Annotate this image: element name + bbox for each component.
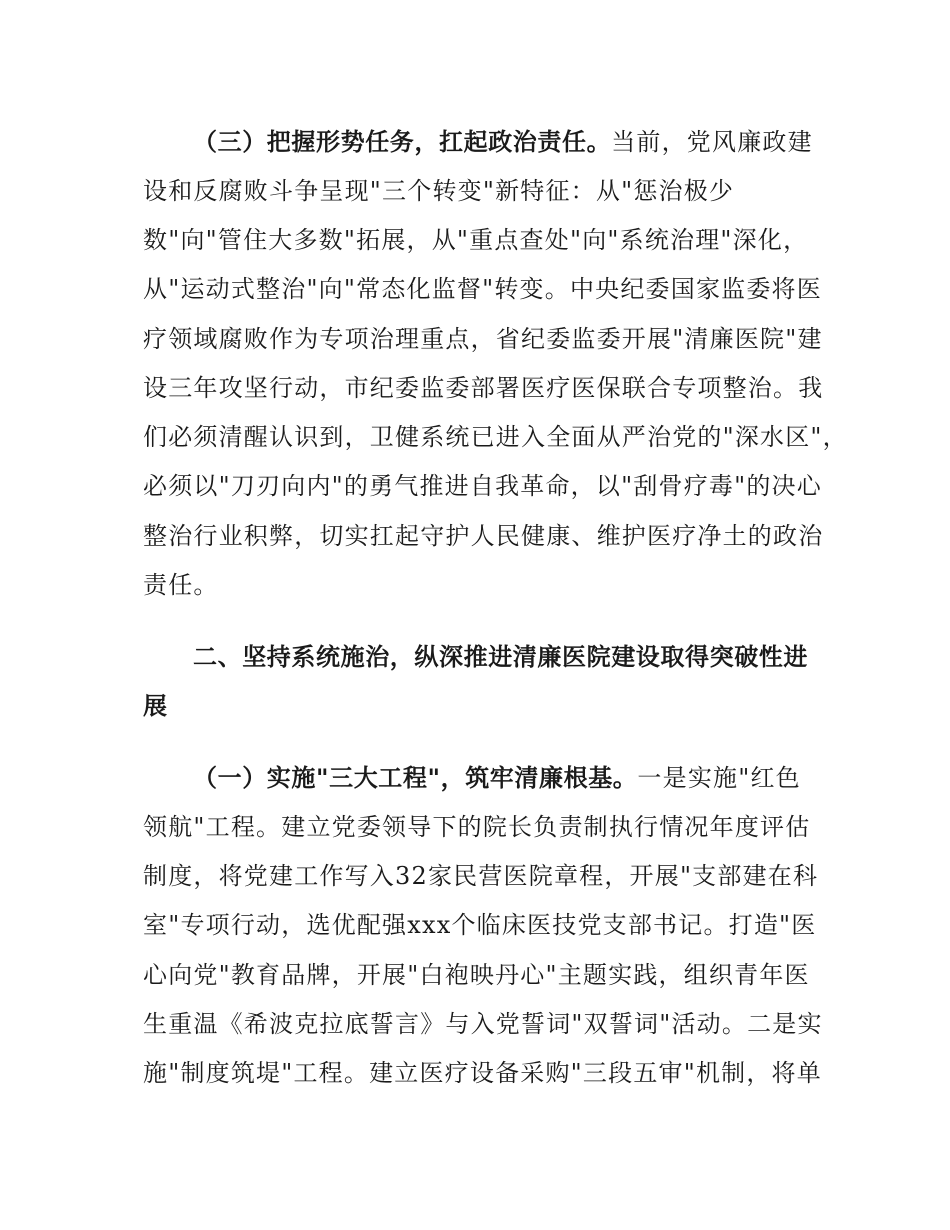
paragraph-line: 数"向"管住大多数"拓展，从"重点查处"向"系统治理"深化， (143, 226, 809, 254)
paragraph-line: 整治行业积弊，切实扛起守护人民健康、维护医疗净土的政治 (143, 522, 824, 550)
paragraph-line: 必须以"刀刃向内"的勇气推进自我革命，以"刮骨疗毒"的决心 (143, 472, 822, 500)
section-1-heading: （一）实施"三大工程"，筑牢清廉根基。 (193, 764, 638, 792)
part-2-title: 二、坚持系统施治，纵深推进清廉医院建设取得突破性进 (193, 643, 808, 671)
section-1-first-line (193, 763, 801, 793)
paragraph-line: 制度，将党建工作写入32家民营医院章程，开展"支部建在科 (143, 862, 819, 890)
paragraph-line: 从"运动式整治"向"常态化监督"转变。中央纪委国家监委将医 (143, 275, 822, 303)
section-3-first-line (193, 127, 813, 157)
paragraph-line: 设三年攻坚行动，市纪委监委部署医疗医保联合专项整治。我 (143, 374, 824, 402)
part-2-title-cont: 展 (143, 692, 168, 720)
paragraph-line: 疗领域腐败作为专项治理重点，省纪委监委开展"清廉医院"建 (143, 325, 823, 353)
paragraph-line: 责任。 (143, 571, 219, 599)
section-1-text: 一是实施"红色 (637, 764, 801, 792)
section-3-text: 当前，党风廉政建 (611, 128, 813, 156)
paragraph-line: 设和反腐败斗争呈现"三个转变"新特征：从"惩治极少 (143, 177, 735, 205)
paragraph-line: 施"制度筑堤"工程。建立医疗设备采购"三段五审"机制，将单 (143, 1059, 822, 1087)
paragraph-line: 生重温《希波克拉底誓言》与入党誓词"双誓词"活动。二是实 (143, 1010, 823, 1038)
section-3-heading: （三）把握形势任务，扛起政治责任。 (193, 128, 612, 156)
paragraph-line: 领航"工程。建立党委领导下的院长负责制执行情况年度评估 (143, 813, 811, 841)
paragraph-line: 们必须清醒认识到，卫健系统已进入全面从严治党的"深水区"， (143, 423, 848, 451)
paragraph-line: 室"专项行动，选优配强xxx个临床医技党支部书记。打造"医 (143, 911, 817, 939)
paragraph-line: 心向党"教育品牌，开展"白袍映丹心"主题实践，组织青年医 (143, 961, 810, 989)
